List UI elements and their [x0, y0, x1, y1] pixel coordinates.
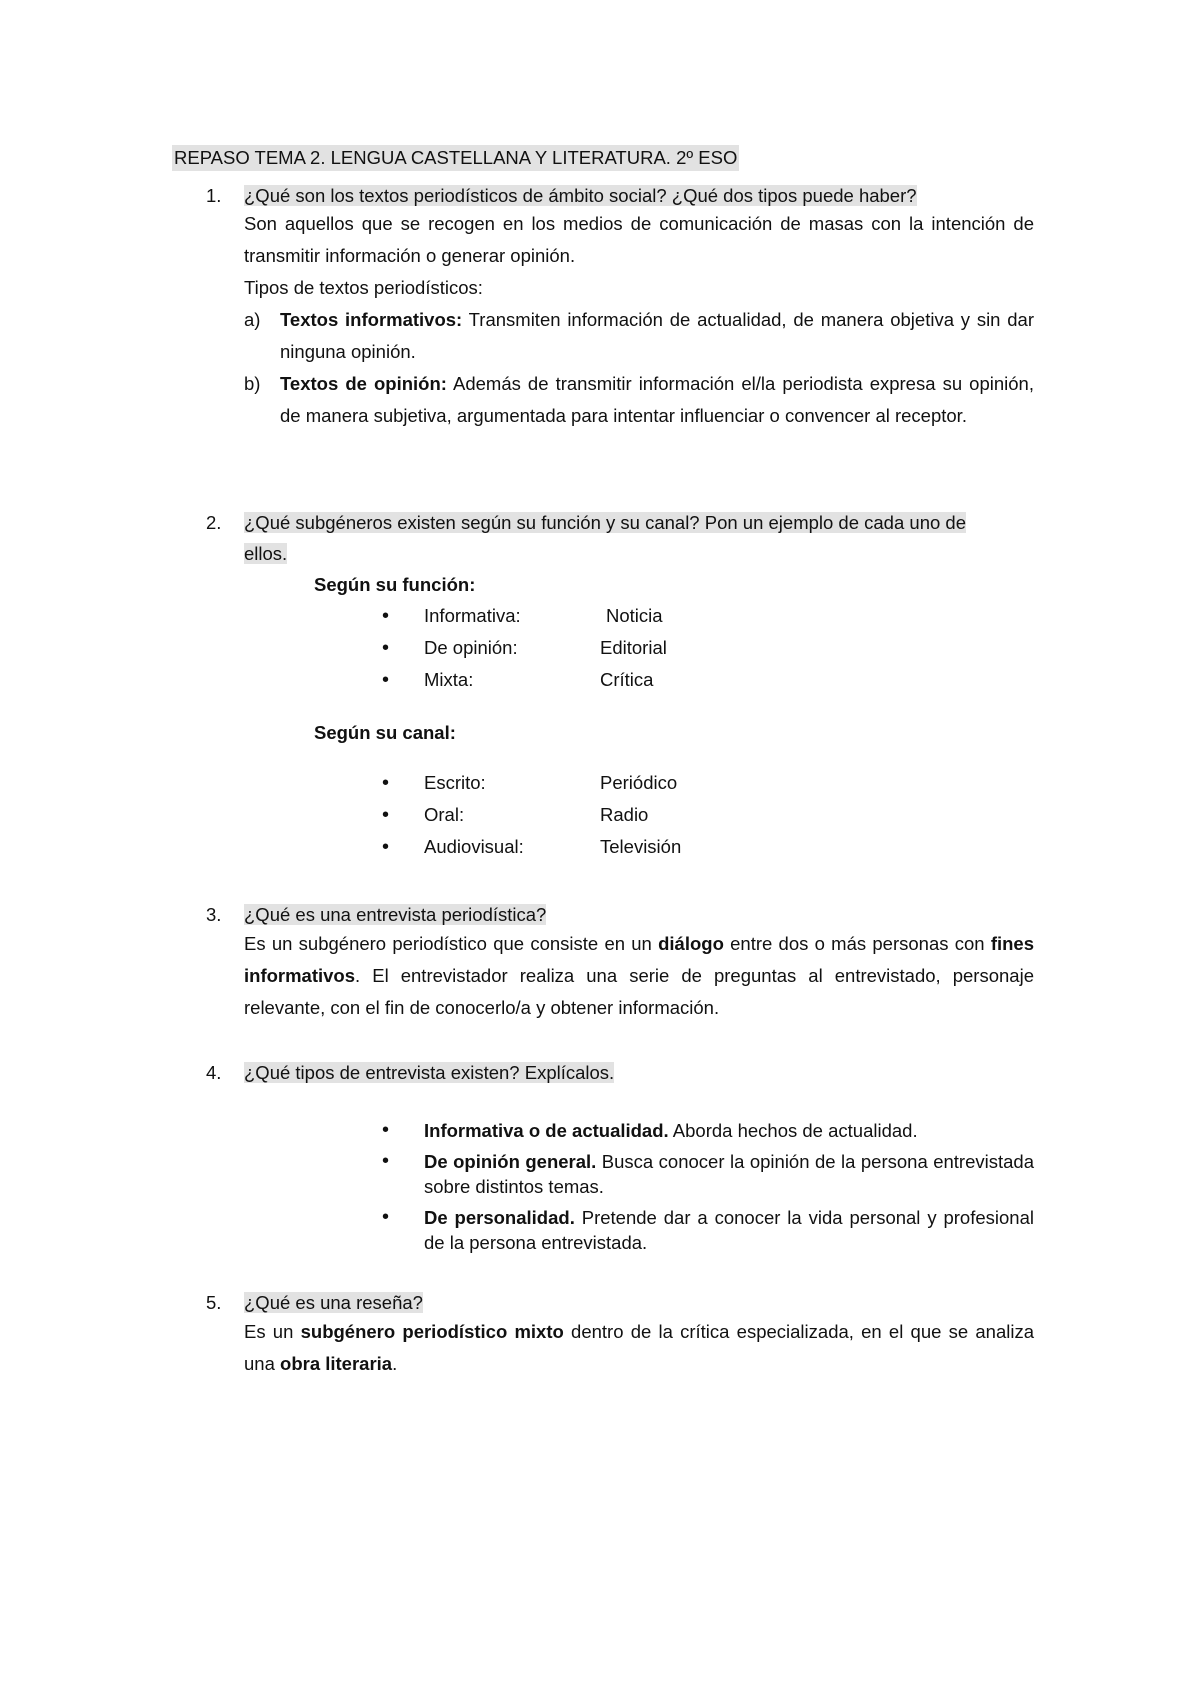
interview-types-list: [382, 1118, 1034, 1261]
item-label: De opinión:: [424, 637, 518, 658]
document-title: REPASO TEMA 2. LENGUA CASTELLANA Y LITERATURA. 2º ESO: [172, 145, 739, 171]
subitem-desc: Transmiten información de actualidad, de manera objetiva y sin dar ninguna opinión.: [280, 309, 1034, 362]
answer-5: [244, 1316, 1034, 1380]
answer-text: Es un subgénero periodístico que consiste en un: [244, 933, 659, 954]
bullet-icon: •: [382, 1206, 390, 1228]
subitem-term: Textos de opinión:: [280, 373, 447, 394]
subitem-mark: b): [244, 373, 261, 394]
subitem-b: [244, 368, 1034, 432]
question-number: 4.: [206, 1062, 222, 1083]
funcion-heading: Según su función:: [314, 574, 476, 595]
item-label: Escrito:: [424, 772, 486, 793]
question-number: 5.: [206, 1292, 222, 1313]
answer-text: .: [392, 1353, 398, 1374]
answer-3: [244, 928, 1034, 1024]
answer-bold: subgénero periodístico mixto: [300, 1321, 564, 1342]
question-2: [208, 510, 966, 536]
types-intro: Tipos de textos periodísticos:: [244, 277, 483, 298]
item-label: Oral:: [424, 804, 465, 825]
bullet-icon: •: [382, 804, 390, 826]
item-desc: Pretende dar a conocer la vida personal y profesional de la persona entrevistada.: [424, 1207, 1034, 1253]
item-value: Periódico: [600, 772, 678, 793]
list-item: [382, 1205, 1034, 1255]
canal-list: [382, 767, 681, 863]
item-desc: Busca conocer la opinión de la persona entrevistada sobre distintos temas.: [424, 1151, 1034, 1197]
item-term: De opinión general.: [424, 1151, 597, 1172]
subitem-a: [244, 304, 1034, 368]
item-value: Televisión: [600, 836, 682, 857]
question-4: [208, 1060, 614, 1086]
item-label: Informativa:: [424, 605, 521, 626]
list-item: [382, 1149, 1034, 1199]
subitem-mark: a): [244, 309, 261, 330]
canal-heading: Según su canal:: [314, 722, 456, 743]
list-item: [382, 767, 681, 799]
item-label: Mixta:: [424, 669, 474, 690]
answer-bold: diálogo: [658, 933, 724, 954]
question-text: ¿Qué es una reseña?: [244, 1292, 423, 1313]
item-value: Editorial: [600, 637, 667, 658]
subitem-desc: Además de transmitir información el/la periodista expresa su opinión, de manera subjetiva, argumentada para intentar influenciar o convencer al receptor.: [280, 373, 1034, 426]
question-number: 1.: [206, 185, 222, 206]
bullet-icon: •: [382, 772, 390, 794]
question-3: [208, 902, 546, 928]
question-1: [208, 183, 917, 209]
answer-text: . El entrevistador realiza una serie de preguntas al entrevistado, personaje relevante, con el fin de conocerlo/a y obtener información.: [244, 965, 1034, 1018]
bullet-icon: •: [382, 1150, 390, 1172]
question-number: 3.: [206, 904, 222, 925]
list-item: [382, 600, 667, 632]
item-value: Crítica: [600, 669, 654, 690]
bullet-icon: •: [382, 637, 390, 659]
funcion-list: [382, 600, 667, 696]
list-item: [382, 664, 667, 696]
answer-bold: fines informativos: [244, 933, 1034, 986]
question-5: [208, 1290, 423, 1316]
bullet-icon: •: [382, 1119, 390, 1141]
list-item: [382, 799, 681, 831]
item-value: Radio: [600, 804, 649, 825]
question-text: ¿Qué son los textos periodísticos de ámbito social? ¿Qué dos tipos puede haber?: [244, 185, 917, 206]
item-desc: Aborda hechos de actualidad.: [668, 1120, 918, 1141]
list-item: [382, 1118, 1034, 1143]
answer-paragraph: Son aquellos que se recogen en los medios de comunicación de masas con la intención de transmitir información o generar opinión.: [244, 213, 1034, 266]
answer-bold: obra literaria: [280, 1353, 393, 1374]
question-text: ¿Qué subgéneros existen según su función y su canal? Pon un ejemplo de cada uno de: [244, 512, 966, 533]
item-term: Informativa o de actualidad.: [424, 1120, 669, 1141]
question-2-continuation: [244, 541, 287, 567]
answer-text: dentro de la crítica especializada, en el que se analiza una: [244, 1321, 1035, 1374]
question-text: ¿Qué es una entrevista periodística?: [244, 904, 547, 925]
answer-1: [244, 208, 1034, 432]
question-text: ellos.: [244, 543, 288, 564]
bullet-icon: •: [382, 836, 390, 858]
list-item: [382, 831, 681, 863]
item-value: Noticia: [606, 605, 663, 626]
item-term: De personalidad.: [424, 1207, 575, 1228]
question-text: ¿Qué tipos de entrevista existen? Explícalos.: [244, 1062, 615, 1083]
answer-text: entre dos o más personas con: [723, 933, 991, 954]
answer-text: Es un: [244, 1321, 301, 1342]
bullet-icon: •: [382, 669, 390, 691]
list-item: [382, 632, 667, 664]
question-number: 2.: [206, 512, 222, 533]
item-label: Audiovisual:: [424, 836, 524, 857]
bullet-icon: •: [382, 605, 390, 627]
subitem-term: Textos informativos:: [280, 309, 463, 330]
